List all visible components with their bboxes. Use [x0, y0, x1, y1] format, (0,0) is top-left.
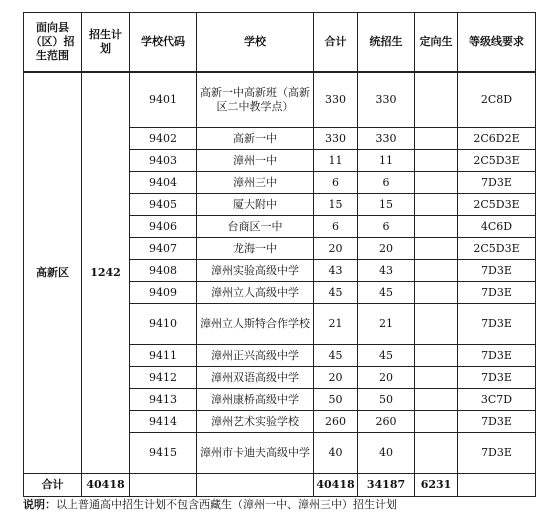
- cell-grade: 2C8D: [458, 72, 536, 128]
- cell-unified: 45: [358, 282, 415, 304]
- header-grade: 等级线要求: [458, 13, 536, 73]
- cell-total: 45: [314, 282, 358, 304]
- header-row: [24, 13, 536, 73]
- cell-code: 9412: [130, 367, 197, 389]
- cell-directed: [415, 150, 458, 172]
- cell-school: 漳州立人高级中学: [197, 282, 314, 304]
- cell-total: 21: [314, 304, 358, 345]
- cell-school: 漳州康桥高级中学: [197, 389, 314, 411]
- cell-grade: 7D3E: [458, 304, 536, 345]
- table-row: [24, 72, 536, 128]
- cell-grade: 2C5D3E: [458, 194, 536, 216]
- cell-directed: [415, 367, 458, 389]
- cell-unified: 15: [358, 194, 415, 216]
- cell-code: 9413: [130, 389, 197, 411]
- cell-unified: 20: [358, 238, 415, 260]
- cell-total: 6: [314, 172, 358, 194]
- cell-grade: 7D3E: [458, 433, 536, 474]
- cell-code: 9402: [130, 128, 197, 150]
- cell-total: 260: [314, 411, 358, 433]
- cell-code: 9409: [130, 282, 197, 304]
- cell-total: 45: [314, 345, 358, 367]
- cell-unified: 20: [358, 367, 415, 389]
- cell-school: 漳州实验高级中学: [197, 260, 314, 282]
- total-code: [130, 474, 197, 497]
- header-unified: 统招生: [358, 13, 415, 73]
- cell-school: 厦大附中: [197, 194, 314, 216]
- cell-grade: 7D3E: [458, 345, 536, 367]
- cell-total: 330: [314, 72, 358, 128]
- cell-directed: [415, 411, 458, 433]
- cell-code: 9414: [130, 411, 197, 433]
- cell-school: 漳州立人斯特合作学校: [197, 304, 314, 345]
- cell-grade: 7D3E: [458, 172, 536, 194]
- cell-directed: [415, 72, 458, 128]
- header-area: 面向县（区）招生范围: [24, 13, 82, 73]
- cell-total: 40: [314, 433, 358, 474]
- header-code: 学校代码: [130, 13, 197, 73]
- cell-directed: [415, 433, 458, 474]
- cell-total: 15: [314, 194, 358, 216]
- cell-code: 9405: [130, 194, 197, 216]
- cell-school: 漳州市卡迪夫高级中学: [197, 433, 314, 474]
- cell-directed: [415, 172, 458, 194]
- cell-total: 20: [314, 238, 358, 260]
- cell-school: 台商区一中: [197, 216, 314, 238]
- cell-unified: 330: [358, 128, 415, 150]
- cell-directed: [415, 216, 458, 238]
- cell-school: 漳州双语高级中学: [197, 367, 314, 389]
- area-plan-cell: 1242: [82, 72, 130, 474]
- cell-code: 9406: [130, 216, 197, 238]
- footnote: [23, 496, 397, 512]
- cell-grade: 2C6D2E: [458, 128, 536, 150]
- cell-school: 漳州正兴高级中学: [197, 345, 314, 367]
- cell-unified: 260: [358, 411, 415, 433]
- enrollment-plan-table: [23, 12, 536, 497]
- cell-school: 漳州一中: [197, 150, 314, 172]
- cell-grade: 2C5D3E: [458, 150, 536, 172]
- cell-school: 高新一中: [197, 128, 314, 150]
- cell-total: 50: [314, 389, 358, 411]
- header-plan: 招生计划: [82, 13, 130, 73]
- cell-school: 龙海一中: [197, 238, 314, 260]
- cell-total: 43: [314, 260, 358, 282]
- header-total: 合计: [314, 13, 358, 73]
- cell-grade: 4C6D: [458, 216, 536, 238]
- cell-grade: 7D3E: [458, 367, 536, 389]
- cell-total: 330: [314, 128, 358, 150]
- cell-total: 11: [314, 150, 358, 172]
- cell-grade: 7D3E: [458, 282, 536, 304]
- cell-total: 20: [314, 367, 358, 389]
- total-school: [197, 474, 314, 497]
- area-cell: 高新区: [24, 72, 82, 474]
- total-unified: 34187: [358, 474, 415, 497]
- cell-directed: [415, 194, 458, 216]
- cell-unified: 6: [358, 216, 415, 238]
- cell-directed: [415, 238, 458, 260]
- total-label: 合计: [24, 474, 82, 497]
- cell-unified: 11: [358, 150, 415, 172]
- total-grade: [458, 474, 536, 497]
- cell-directed: [415, 282, 458, 304]
- cell-code: 9403: [130, 150, 197, 172]
- cell-school: 漳州三中: [197, 172, 314, 194]
- cell-total: 6: [314, 216, 358, 238]
- cell-directed: [415, 128, 458, 150]
- cell-directed: [415, 304, 458, 345]
- cell-code: 9415: [130, 433, 197, 474]
- cell-school: 漳州艺术实验学校: [197, 411, 314, 433]
- cell-directed: [415, 260, 458, 282]
- cell-code: 9407: [130, 238, 197, 260]
- total-row: [24, 474, 536, 497]
- cell-code: 9401: [130, 72, 197, 128]
- cell-code: 9404: [130, 172, 197, 194]
- cell-grade: 7D3E: [458, 260, 536, 282]
- cell-unified: 21: [358, 304, 415, 345]
- cell-grade: 3C7D: [458, 389, 536, 411]
- cell-code: 9410: [130, 304, 197, 345]
- cell-unified: 6: [358, 172, 415, 194]
- cell-grade: 2C5D3E: [458, 238, 536, 260]
- footnote-label: 说明：: [23, 498, 56, 511]
- total-directed: 6231: [415, 474, 458, 497]
- cell-unified: 40: [358, 433, 415, 474]
- cell-unified: 43: [358, 260, 415, 282]
- header-school: 学校: [197, 13, 314, 73]
- cell-grade: 7D3E: [458, 411, 536, 433]
- cell-unified: 45: [358, 345, 415, 367]
- cell-directed: [415, 345, 458, 367]
- footnote-text: 以上普通高中招生计划不包含西藏生（漳州一中、漳州三中）招生计划: [56, 498, 397, 511]
- header-directed: 定向生: [415, 13, 458, 73]
- cell-code: 9411: [130, 345, 197, 367]
- cell-directed: [415, 389, 458, 411]
- total-plan: 40418: [82, 474, 130, 497]
- cell-school: 高新一中高新班（高新区二中教学点）: [197, 72, 314, 128]
- cell-code: 9408: [130, 260, 197, 282]
- total-sum: 40418: [314, 474, 358, 497]
- cell-unified: 50: [358, 389, 415, 411]
- cell-unified: 330: [358, 72, 415, 128]
